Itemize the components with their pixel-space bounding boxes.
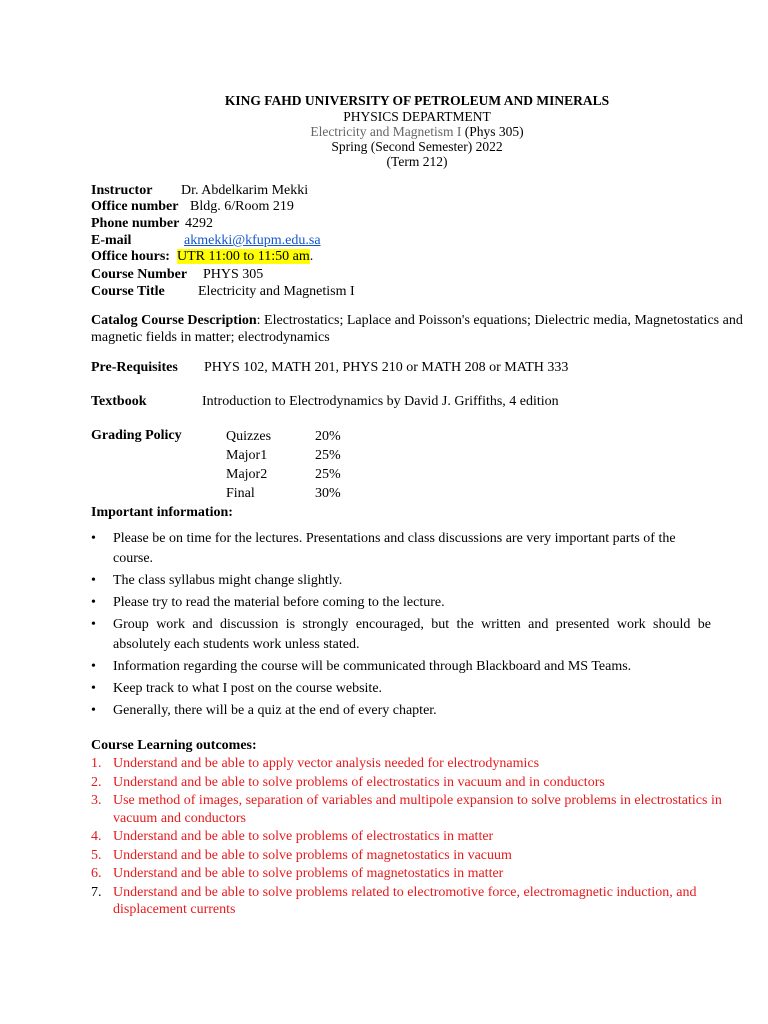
outcomes-list xyxy=(91,755,756,920)
grading-item-name: Quizzes xyxy=(226,429,272,444)
email-label: E-mail xyxy=(91,233,132,248)
course-number-label: Course Number xyxy=(91,267,188,282)
catalog-label: Catalog Course Description xyxy=(91,313,257,328)
course-title-value: Electricity and Magnetism I xyxy=(198,284,355,299)
grading-row xyxy=(91,428,182,444)
university-name: KING FAHD UNIVERSITY OF PETROLEUM AND MINERALS xyxy=(224,93,610,108)
phone-label: Phone number xyxy=(91,216,180,231)
hours-row xyxy=(91,249,314,265)
hours-label: Office hours: xyxy=(91,249,170,264)
course-title-row xyxy=(91,284,355,300)
course-heading-name: Electricity and Magnetism I xyxy=(310,124,462,139)
bullet-icon: • xyxy=(91,703,96,718)
grading-item-weight: 25% xyxy=(315,448,341,463)
email-row xyxy=(91,233,321,249)
bullet-icon: • xyxy=(91,681,96,696)
list-item xyxy=(91,615,711,655)
outcome-item xyxy=(91,774,756,792)
grading-item-weight: 20% xyxy=(315,429,341,444)
course-heading xyxy=(0,124,768,140)
grading-item-name: Major2 xyxy=(226,467,268,482)
outcome-text: Understand and be able to solve problems of electrostatics in matter xyxy=(113,829,494,844)
outcome-item xyxy=(91,884,756,919)
outcome-number: 7. xyxy=(91,884,102,900)
outcome-number: 6. xyxy=(91,866,102,881)
semester: Spring (Second Semester) 2022 xyxy=(331,139,503,154)
list-item xyxy=(91,571,711,591)
outcome-item xyxy=(91,792,756,827)
list-item-text: Please try to read the material before coming to the lecture. xyxy=(113,595,445,610)
list-item-text: Keep track to what I post on the course website. xyxy=(113,681,383,696)
course-heading-code: (Phys 305) xyxy=(464,124,524,139)
instructor-value: Dr. Abdelkarim Mekki xyxy=(181,183,309,198)
instructor-row xyxy=(91,183,309,199)
important-title xyxy=(91,505,233,521)
hours-suffix: . xyxy=(309,249,314,264)
office-value: Bldg. 6/Room 219 xyxy=(190,199,294,214)
textbook-value: Introduction to Electrodynamics by David J. Griffiths, 4 edition xyxy=(202,394,559,409)
outcome-item xyxy=(91,828,756,846)
list-item xyxy=(91,529,711,569)
outcome-text: Understand and be able to solve problems of magnetostatics in matter xyxy=(113,866,504,881)
textbook-row xyxy=(91,394,559,410)
term: (Term 212) xyxy=(386,154,448,169)
outcome-text: Understand and be able to solve problems of electrostatics in vacuum and in conductors xyxy=(113,774,605,790)
hours-value-wrap xyxy=(177,249,313,265)
outcome-text: Understand and be able to solve problems of magnetostatics in vacuum xyxy=(113,847,512,863)
outcome-item xyxy=(91,847,756,865)
hours-value: UTR 11:00 to 11:50 am xyxy=(177,249,310,264)
list-item xyxy=(91,657,711,677)
outcome-text: Understand and be able to apply vector analysis needed for electrodynamics xyxy=(113,756,540,771)
list-item-text: Please be on time for the lectures. Presentations and class discussions are very important parts of the course. xyxy=(113,531,676,566)
bullet-icon: • xyxy=(91,659,96,674)
outcome-number: 4. xyxy=(91,829,102,844)
office-row xyxy=(91,199,294,215)
department-name: PHYSICS DEPARTMENT xyxy=(343,109,491,124)
list-item-text: Group work and discussion is strongly encouraged, but the written and presented work should be absolutely each students work unless stated. xyxy=(113,617,711,652)
list-item xyxy=(91,593,711,613)
catalog-text: : Electrostatics; Laplace and Poisson's equations; Dielectric media, Magnetostatics and magnetic fields in matter; electrodynamics xyxy=(91,313,743,345)
grading-item-name: Major1 xyxy=(226,448,268,463)
course-number-value: PHYS 305 xyxy=(203,267,264,282)
outcome-number: 3. xyxy=(91,793,102,808)
bullet-icon: • xyxy=(91,617,96,632)
grading-item-name: Final xyxy=(226,486,255,501)
outcome-number: 2. xyxy=(91,774,102,790)
important-title-text: Important information: xyxy=(91,505,233,520)
outcome-text: Use method of images, separation of variables and multipole expansion to solve problems in electrostatics in vacuum and conductors xyxy=(113,793,722,826)
prereq-value: PHYS 102, MATH 201, PHYS 210 or MATH 208 or MATH 333 xyxy=(204,360,569,375)
list-item-text: Generally, there will be a quiz at the end of every chapter. xyxy=(113,703,437,718)
outcome-item xyxy=(91,865,756,883)
grading-item-weight: 30% xyxy=(315,486,341,501)
outcome-number: 1. xyxy=(91,756,102,771)
outcome-item xyxy=(91,755,756,773)
list-item xyxy=(91,679,711,699)
office-label: Office number xyxy=(91,199,179,214)
phone-row xyxy=(91,216,213,232)
bullet-icon: • xyxy=(91,531,96,546)
list-item-text: Information regarding the course will be communicated through Blackboard and MS Teams. xyxy=(113,659,632,674)
phone-value: 4292 xyxy=(185,216,213,231)
grading-item-weight: 25% xyxy=(315,467,341,482)
outcomes-title: Course Learning outcomes: xyxy=(91,738,257,753)
list-item xyxy=(91,701,711,721)
course-number-row xyxy=(91,267,264,283)
textbook-label: Textbook xyxy=(91,394,147,409)
prereq-label: Pre-Requisites xyxy=(91,360,178,375)
prereq-row xyxy=(91,360,569,376)
bullet-icon: • xyxy=(91,573,96,588)
grading-label: Grading Policy xyxy=(91,428,182,443)
bullet-icon: • xyxy=(91,595,96,610)
outcome-number: 5. xyxy=(91,847,102,863)
course-title-label: Course Title xyxy=(91,284,165,299)
outcome-text: Understand and be able to solve problems related to electromotive force, electromagnetic induction, and displacement currents xyxy=(113,884,697,917)
instructor-label: Instructor xyxy=(91,183,153,198)
email-link[interactable]: akmekki@kfupm.edu.sa xyxy=(184,233,321,248)
important-list xyxy=(91,529,711,723)
catalog-description xyxy=(91,312,751,346)
list-item-text: The class syllabus might change slightly. xyxy=(113,573,343,588)
